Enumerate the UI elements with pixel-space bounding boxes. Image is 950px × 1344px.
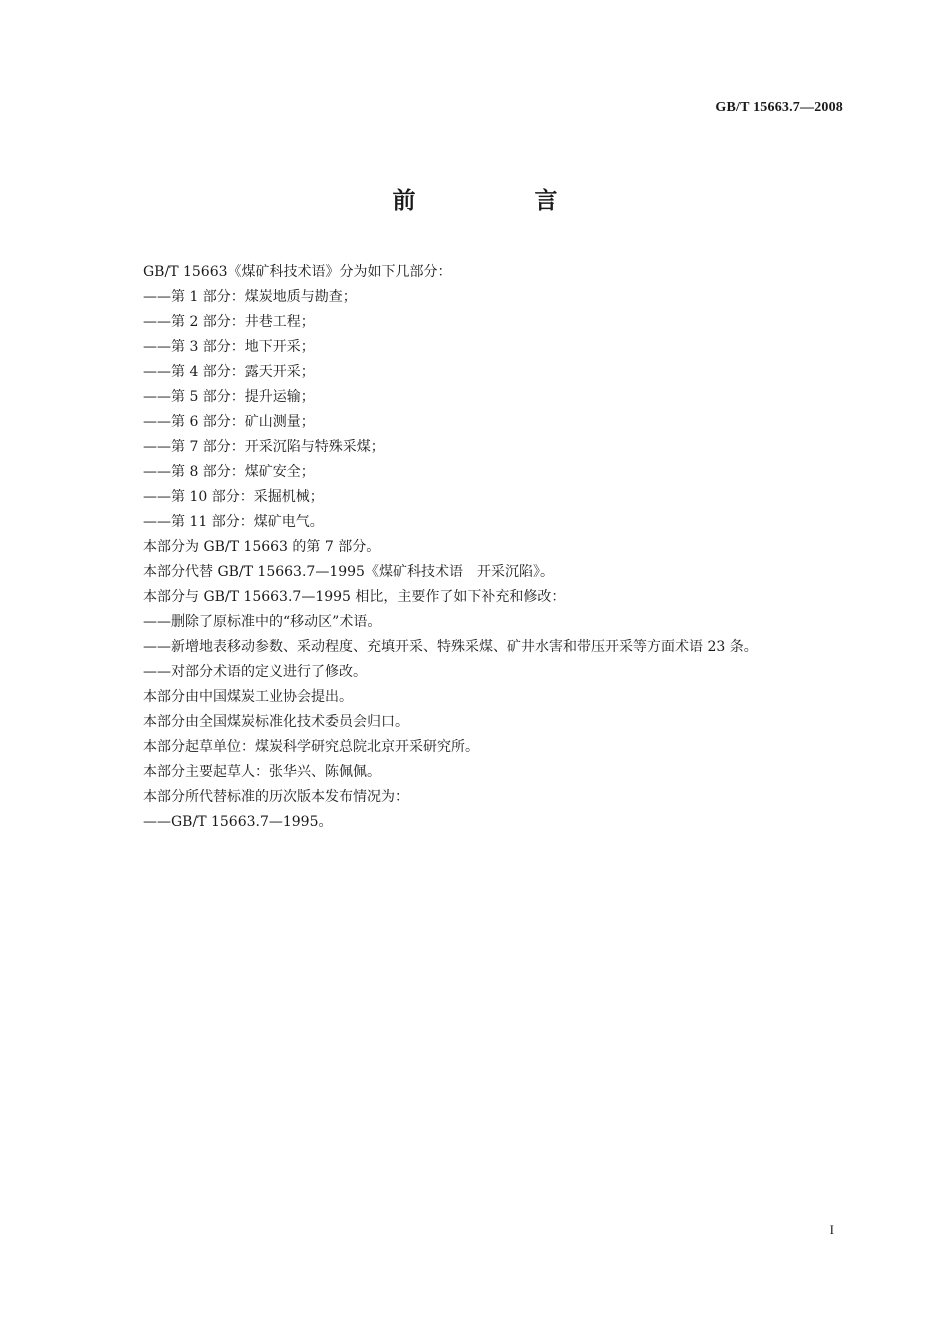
body-line: ——第 6 部分：矿山测量； xyxy=(143,414,315,430)
body-line: GB/T 15663《煤矿科技术语》分为如下几部分： xyxy=(143,264,452,280)
body-line: 本部分代替 GB/T 15663.7—1995《煤矿科技术语 开采沉陷》。 xyxy=(143,564,554,580)
body-line: 本部分由中国煤炭工业协会提出。 xyxy=(143,689,353,705)
body-line: ——第 11 部分：煤矿电气。 xyxy=(143,514,324,530)
body-line: 本部分与 GB/T 15663.7—1995 相比，主要作了如下补充和修改： xyxy=(143,589,566,605)
body-line: ——第 7 部分：开采沉陷与特殊采煤； xyxy=(143,439,385,455)
body-line: ——第 2 部分：井巷工程； xyxy=(143,314,315,330)
body-line: 本部分由全国煤炭标准化技术委员会归口。 xyxy=(143,714,409,730)
body-line: 本部分为 GB/T 15663 的第 7 部分。 xyxy=(143,539,381,555)
body-line: ——第 5 部分：提升运输； xyxy=(143,389,315,405)
body-line: ——GB/T 15663.7—1995。 xyxy=(143,814,333,830)
body-line: ——删除了原标准中的“移动区”术语。 xyxy=(143,614,382,630)
body-line: ——第 3 部分：地下开采； xyxy=(143,339,315,355)
page-number: I xyxy=(829,1222,834,1237)
body-line: 本部分主要起草人：张华兴、陈佩佩。 xyxy=(143,764,381,780)
body-line: ——新增地表移动参数、采动程度、充填开采、特殊采煤、矿井水害和带压开采等方面术语 23 条。 xyxy=(143,639,758,655)
body-line: ——第 10 部分：采掘机械； xyxy=(143,489,324,505)
page-title: 前 言 xyxy=(392,188,606,214)
body-line: 本部分所代替标准的历次版本发布情况为： xyxy=(143,789,409,805)
foreword-body xyxy=(143,260,843,835)
body-line: ——第 4 部分：露天开采； xyxy=(143,364,315,380)
body-line: ——第 1 部分：煤炭地质与勘查； xyxy=(143,289,357,305)
body-line: ——对部分术语的定义进行了修改。 xyxy=(143,664,367,680)
body-line: ——第 8 部分：煤矿安全； xyxy=(143,464,315,480)
standard-code: GB/T 15663.7—2008 xyxy=(715,100,843,115)
body-line: 本部分起草单位：煤炭科学研究总院北京开采研究所。 xyxy=(143,739,479,755)
